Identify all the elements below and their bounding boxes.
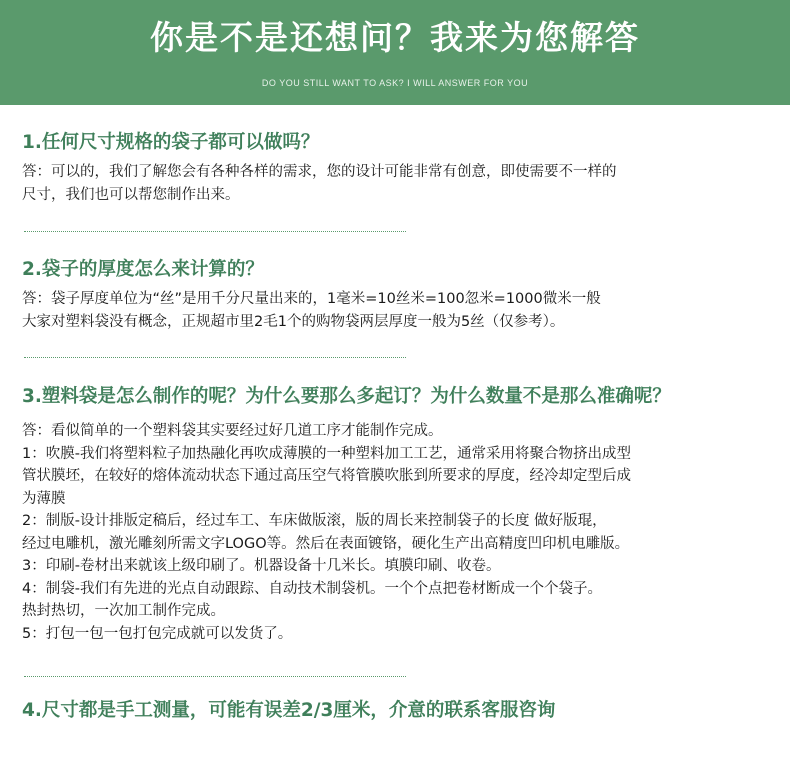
faq-question-3: 3.塑料袋是怎么制作的呢？为什么要那么多起订？为什么数量不是那么准确呢？ <box>22 386 671 407</box>
answer-line: 答：看似简单的一个塑料袋其实要经过好几道工序才能制作完成。 <box>22 423 443 439</box>
faq-answer-2 <box>22 288 601 333</box>
answer-line: 1：吹膜-我们将塑料粒子加热融化再吹成薄膜的一种塑料加工工艺，通常采用将聚合物挤出成型 <box>22 445 631 462</box>
faq-question-2: 2.袋子的厚度怎么来计算的？ <box>22 259 264 280</box>
answer-line: 答：袋子厚度单位为“丝”是用千分尺量出来的，1毫米=10丝米=100忽米=1000微米一般 <box>22 291 601 307</box>
answer-line: 答：可以的，我们了解您会有各种各样的需求，您的设计可能非常有创意，即使需要不一样的 <box>22 164 617 180</box>
answer-line: 5：打包一包一包打包完成就可以发货了。 <box>22 625 293 642</box>
section-divider <box>24 357 406 358</box>
section-divider <box>24 231 406 232</box>
faq-question-1: 1.任何尺寸规格的袋子都可以做吗？ <box>22 132 320 153</box>
answer-line: 大家对塑料袋没有概念，正规超市里2毛1个的购物袋两层厚度一般为5丝（仅参考）。 <box>22 313 565 330</box>
section-divider <box>24 676 406 677</box>
answer-line: 为薄膜 <box>22 490 66 507</box>
answer-line: 尺寸，我们也可以帮您制作出来。 <box>22 186 240 203</box>
answer-line: 4：制袋-我们有先进的光点自动跟踪、自动技术制袋机。一个个点把卷材断成一个个袋子。 <box>22 580 602 597</box>
answer-line: 经过电雕机，激光雕刻所需文字LOGO等。然后在表面镀铬，硬化生产出高精度凹印机电雕版。 <box>22 535 630 552</box>
answer-line: 3：印刷-卷材出来就该上级印刷了。机器设备十几米长。填膜印刷、收卷。 <box>22 558 501 574</box>
page-subtitle: DO YOU STILL WANT TO ASK? I WILL ANSWER FOR YOU <box>261 78 529 88</box>
answer-line: 热封热切，一次加工制作完成。 <box>22 603 225 619</box>
answer-line: 2：制版-设计排版定稿后，经过车工、车床做版滚，版的周长来控制袋子的长度 做好版琨， <box>22 513 607 529</box>
faq-answer-3 <box>22 420 631 645</box>
answer-line: 管状膜坯，在较好的熔体流动状态下通过高压空气将管膜吹胀到所要求的厚度，经冷却定型后成 <box>22 468 631 484</box>
header-banner <box>0 0 790 105</box>
faq-question-4: 4.尺寸都是手工测量，可能有误差2/3厘米，介意的联系客服咨询 <box>22 700 556 721</box>
faq-answer-1 <box>22 161 617 206</box>
page-title: 你是不是还想问？我来为您解答 <box>150 18 640 57</box>
